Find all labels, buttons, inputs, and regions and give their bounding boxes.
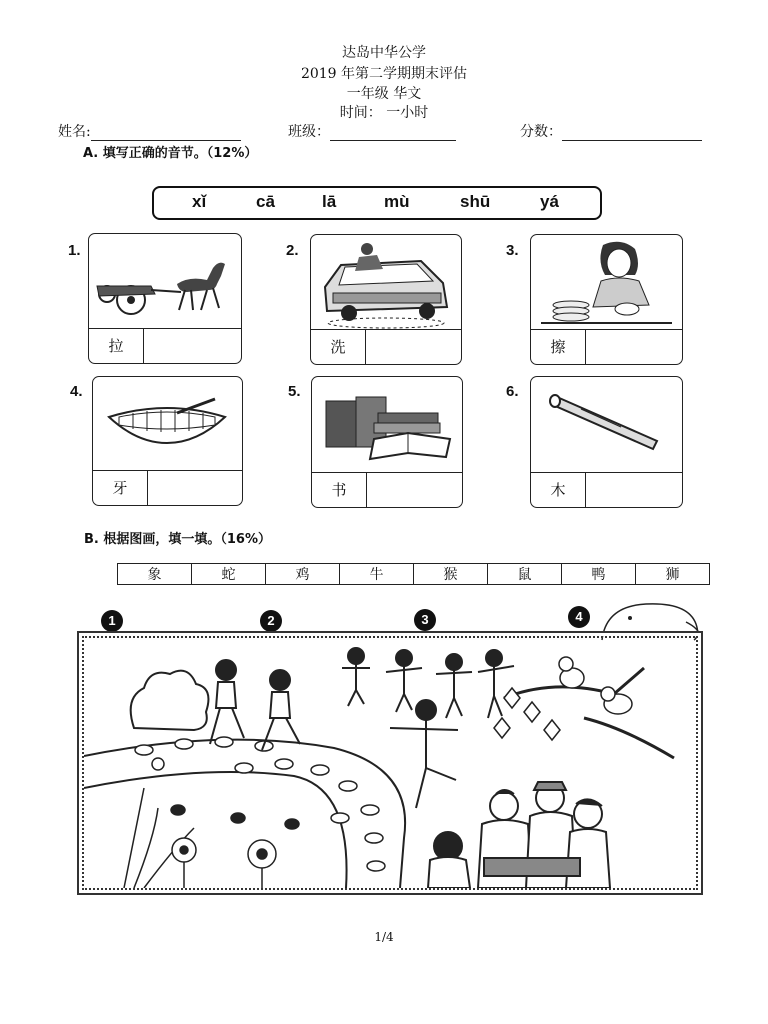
- item-number: 1.: [68, 242, 81, 259]
- car-wash-icon: [311, 235, 461, 329]
- item-character: 洗: [311, 330, 366, 364]
- horse-cart-icon: [89, 234, 241, 328]
- section-a-title: A. 填写正确的音节。（12%）: [83, 146, 258, 161]
- answer-blank[interactable]: [149, 471, 242, 505]
- word-bank-item: 狮: [636, 564, 710, 585]
- item-card-3: [530, 234, 683, 365]
- item-character: 拉: [89, 329, 144, 363]
- answer-blank[interactable]: [367, 330, 461, 364]
- item-character: 擦: [531, 330, 586, 364]
- class-blank[interactable]: [330, 126, 456, 141]
- pinyin-option: mù: [384, 192, 410, 211]
- pinyin-box: [152, 186, 602, 220]
- item-character: 木: [531, 473, 586, 507]
- answer-blank[interactable]: [587, 473, 682, 507]
- answer-row: [531, 472, 682, 507]
- item-card-4: [92, 376, 243, 506]
- page-number: 1/4: [374, 930, 394, 944]
- score-field[interactable]: [520, 121, 702, 141]
- score-blank[interactable]: [562, 126, 702, 141]
- exam-title: 2019 年第二学期期末评估: [300, 66, 468, 82]
- item-number: 3.: [506, 242, 519, 259]
- wood-stick-icon: [531, 377, 682, 471]
- name-label: 姓名:: [58, 124, 91, 140]
- item-number: 4.: [70, 383, 83, 400]
- exam-time: 时间： 一小时: [339, 105, 429, 121]
- wipe-plates-icon: [531, 235, 682, 329]
- item-card-1: [88, 233, 242, 364]
- park-scene: [82, 636, 698, 890]
- class-label: 班级：: [288, 124, 330, 140]
- pinyin-option: yá: [540, 192, 559, 211]
- school-name: 达岛中华公学: [342, 45, 426, 61]
- score-label: 分数：: [520, 124, 562, 140]
- answer-blank[interactable]: [145, 329, 241, 363]
- item-card-6: [530, 376, 683, 508]
- name-field[interactable]: [58, 121, 241, 141]
- answer-row: [311, 329, 461, 364]
- word-bank-item: 蛇: [192, 564, 266, 585]
- number-badge: 3: [414, 609, 436, 631]
- word-bank-item: 象: [118, 564, 192, 585]
- answer-row: [312, 472, 462, 507]
- word-bank-table: [117, 563, 710, 585]
- pinyin-option: lā: [322, 192, 337, 211]
- name-blank[interactable]: [91, 126, 241, 141]
- books-icon: [312, 377, 462, 471]
- section-b-title: B. 根据图画，填一填。（16%）: [84, 532, 271, 547]
- item-number: 5.: [288, 383, 301, 400]
- word-bank-item: 猴: [414, 564, 488, 585]
- pinyin-option: shū: [460, 192, 491, 211]
- answer-blank[interactable]: [587, 330, 682, 364]
- word-bank-item: 牛: [340, 564, 414, 585]
- item-card-5: [311, 376, 463, 508]
- word-bank-item: 鸭: [562, 564, 636, 585]
- number-badge: 1: [101, 610, 123, 632]
- class-field[interactable]: [288, 121, 456, 141]
- grade-subject: 一年级 华文: [346, 86, 422, 102]
- answer-row: [89, 328, 241, 363]
- answer-row: [531, 329, 682, 364]
- pinyin-option: cā: [256, 192, 275, 211]
- item-character: 牙: [93, 471, 148, 505]
- answer-blank[interactable]: [368, 473, 462, 507]
- item-number: 2.: [286, 242, 299, 259]
- answer-row: [93, 470, 242, 505]
- item-number: 6.: [506, 383, 519, 400]
- pinyin-option: xǐ: [192, 192, 207, 211]
- number-badge: 4: [568, 606, 590, 628]
- park-illustration: [84, 638, 696, 888]
- item-card-2: [310, 234, 462, 365]
- word-bank-item: 鼠: [488, 564, 562, 585]
- teeth-icon: [93, 377, 242, 471]
- number-badge: 2: [260, 610, 282, 632]
- word-bank-item: 鸡: [266, 564, 340, 585]
- item-character: 书: [312, 473, 367, 507]
